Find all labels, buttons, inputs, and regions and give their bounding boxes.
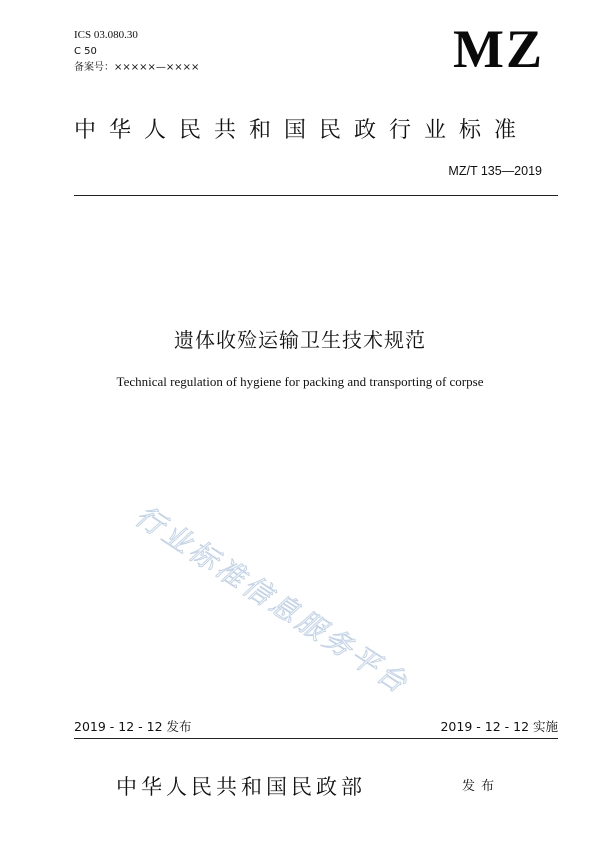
ics-code: ICS 03.080.30	[74, 29, 138, 41]
document-title-chinese: 遗体收殓运输卫生技术规范	[174, 328, 426, 352]
issue-date: 2019 - 12 - 12 发布	[74, 719, 192, 734]
bottom-divider	[74, 738, 558, 739]
ccs-code: C 50	[74, 46, 97, 57]
filing-number: 备案号：×××××—××××	[74, 62, 200, 73]
watermark-text: 行业标准信息服务平台	[129, 499, 416, 702]
implementation-date: 2019 - 12 - 12 实施	[440, 719, 558, 734]
standard-number: MZ/T 135—2019	[448, 164, 542, 178]
watermark	[129, 495, 416, 702]
publisher-name: 中华人民共和国民政部	[116, 775, 366, 799]
mz-logo: MZ	[453, 19, 544, 79]
document-title-english: Technical regulation of hygiene for packing and transporting of corpse	[116, 374, 484, 389]
publish-label: 发布	[462, 779, 501, 794]
top-divider	[74, 195, 558, 196]
standard-type-title: 中华人民共和国民政行业标准	[74, 118, 530, 143]
